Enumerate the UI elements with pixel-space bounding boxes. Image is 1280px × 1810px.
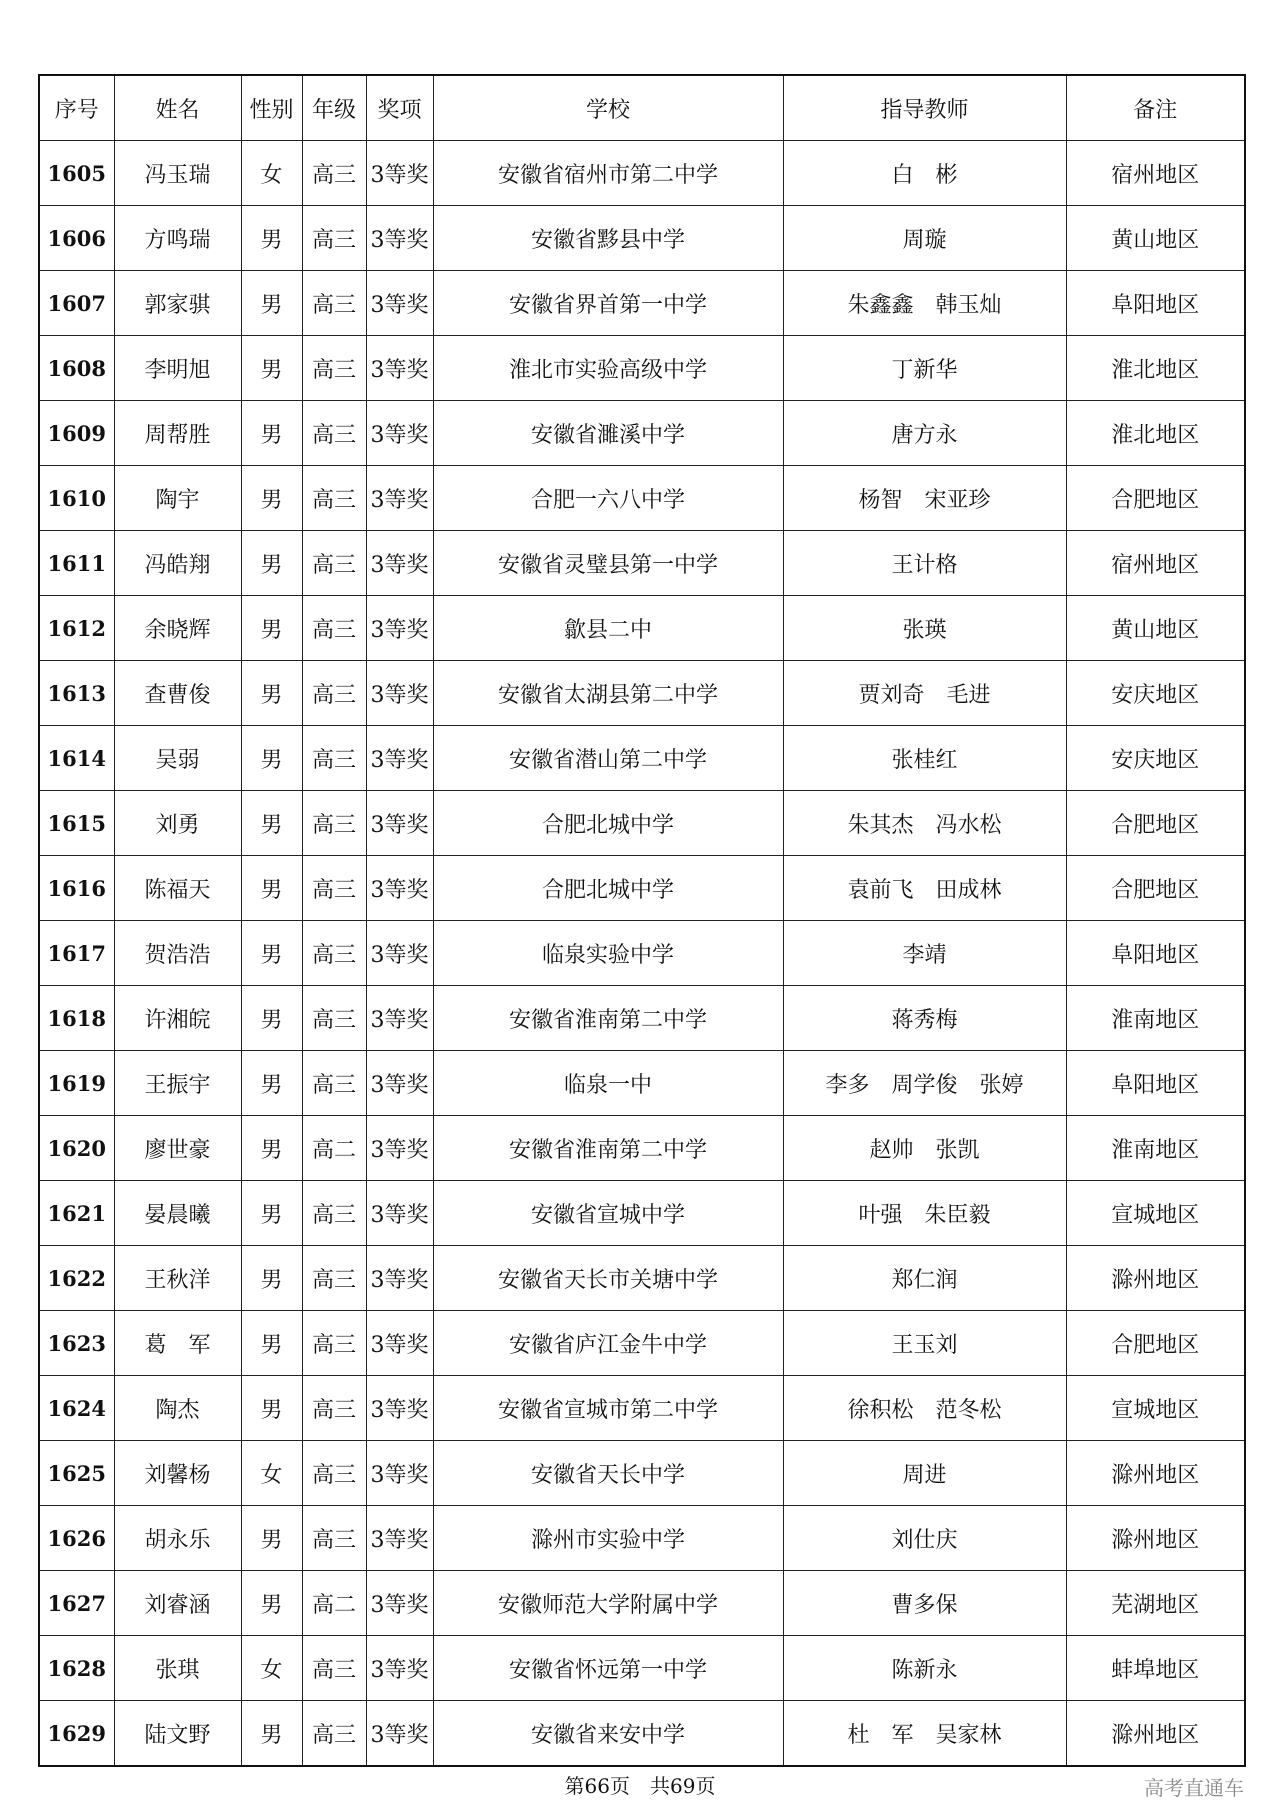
table-row [39,1571,1245,1636]
cell-name: 张琪 [114,1636,241,1701]
cell-grade: 高三 [302,206,366,271]
cell-grade: 高二 [302,1116,366,1181]
award-table [38,74,1246,1767]
cell-award: 3等奖 [366,1116,433,1181]
cell-id: 1629 [39,1701,114,1767]
cell-school: 安徽省宣城中学 [433,1181,783,1246]
header-region: 备注 [1066,75,1245,141]
table-row [39,1181,1245,1246]
cell-gender: 男 [241,206,302,271]
cell-region: 阜阳地区 [1066,921,1245,986]
table-row [39,726,1245,791]
cell-name: 廖世豪 [114,1116,241,1181]
cell-teacher: 贾刘奇 毛进 [783,661,1066,726]
cell-gender: 男 [241,1051,302,1116]
cell-id: 1620 [39,1116,114,1181]
table-row [39,856,1245,921]
cell-id: 1606 [39,206,114,271]
cell-school: 安徽省庐江金牛中学 [433,1311,783,1376]
cell-region: 淮南地区 [1066,986,1245,1051]
table-row [39,1246,1245,1311]
cell-name: 郭家骐 [114,271,241,336]
cell-region: 阜阳地区 [1066,1051,1245,1116]
cell-region: 宣城地区 [1066,1181,1245,1246]
cell-grade: 高三 [302,1506,366,1571]
cell-id: 1615 [39,791,114,856]
cell-award: 3等奖 [366,466,433,531]
header-name: 姓名 [114,75,241,141]
cell-teacher: 蒋秀梅 [783,986,1066,1051]
cell-school: 临泉实验中学 [433,921,783,986]
cell-award: 3等奖 [366,336,433,401]
cell-name: 陶杰 [114,1376,241,1441]
cell-region: 淮北地区 [1066,336,1245,401]
cell-teacher: 叶强 朱臣毅 [783,1181,1066,1246]
cell-region: 合肥地区 [1066,1311,1245,1376]
cell-region: 淮北地区 [1066,401,1245,466]
header-award: 奖项 [366,75,433,141]
cell-school: 安徽省太湖县第二中学 [433,661,783,726]
cell-name: 方鸣瑞 [114,206,241,271]
cell-id: 1608 [39,336,114,401]
cell-name: 刘勇 [114,791,241,856]
header-school: 学校 [433,75,783,141]
table-row [39,466,1245,531]
cell-gender: 男 [241,1246,302,1311]
cell-gender: 女 [241,1441,302,1506]
cell-id: 1624 [39,1376,114,1441]
cell-award: 3等奖 [366,661,433,726]
cell-school: 滁州市实验中学 [433,1506,783,1571]
table-row [39,1116,1245,1181]
cell-award: 3等奖 [366,726,433,791]
cell-gender: 男 [241,336,302,401]
cell-school: 安徽省灵璧县第一中学 [433,531,783,596]
cell-name: 王秋洋 [114,1246,241,1311]
cell-region: 滁州地区 [1066,1246,1245,1311]
cell-region: 宿州地区 [1066,141,1245,206]
cell-award: 3等奖 [366,401,433,466]
cell-teacher: 唐方永 [783,401,1066,466]
table-row [39,336,1245,401]
table-row [39,1051,1245,1116]
cell-gender: 男 [241,1376,302,1441]
cell-teacher: 李多 周学俊 张婷 [783,1051,1066,1116]
cell-region: 黄山地区 [1066,206,1245,271]
cell-id: 1607 [39,271,114,336]
table-row [39,141,1245,206]
cell-region: 蚌埠地区 [1066,1636,1245,1701]
cell-id: 1627 [39,1571,114,1636]
cell-grade: 高三 [302,141,366,206]
cell-teacher: 张桂红 [783,726,1066,791]
cell-school: 歙县二中 [433,596,783,661]
header-row [39,75,1245,141]
cell-grade: 高三 [302,1181,366,1246]
cell-grade: 高三 [302,661,366,726]
cell-grade: 高三 [302,336,366,401]
table-row [39,1311,1245,1376]
cell-name: 刘睿涵 [114,1571,241,1636]
cell-gender: 男 [241,791,302,856]
cell-school: 安徽师范大学附属中学 [433,1571,783,1636]
cell-school: 安徽省宿州市第二中学 [433,141,783,206]
cell-gender: 男 [241,1701,302,1767]
cell-award: 3等奖 [366,1571,433,1636]
cell-name: 葛 军 [114,1311,241,1376]
cell-school: 合肥北城中学 [433,856,783,921]
cell-grade: 高三 [302,1246,366,1311]
cell-teacher: 陈新永 [783,1636,1066,1701]
cell-gender: 男 [241,661,302,726]
cell-grade: 高三 [302,271,366,336]
cell-id: 1617 [39,921,114,986]
cell-region: 芜湖地区 [1066,1571,1245,1636]
cell-teacher: 刘仕庆 [783,1506,1066,1571]
cell-grade: 高三 [302,856,366,921]
cell-gender: 男 [241,1181,302,1246]
cell-region: 合肥地区 [1066,791,1245,856]
cell-id: 1612 [39,596,114,661]
cell-award: 3等奖 [366,1181,433,1246]
cell-region: 合肥地区 [1066,466,1245,531]
table-row [39,1441,1245,1506]
cell-gender: 男 [241,1506,302,1571]
cell-grade: 高三 [302,921,366,986]
cell-region: 滁州地区 [1066,1506,1245,1571]
cell-award: 3等奖 [366,1311,433,1376]
cell-award: 3等奖 [366,1701,433,1767]
cell-school: 淮北市实验高级中学 [433,336,783,401]
cell-name: 陶宇 [114,466,241,531]
cell-region: 安庆地区 [1066,726,1245,791]
table-row [39,401,1245,466]
cell-gender: 男 [241,596,302,661]
cell-school: 安徽省濉溪中学 [433,401,783,466]
cell-id: 1613 [39,661,114,726]
cell-school: 合肥北城中学 [433,791,783,856]
cell-award: 3等奖 [366,1636,433,1701]
header-id: 序号 [39,75,114,141]
cell-school: 安徽省淮南第二中学 [433,986,783,1051]
cell-grade: 高三 [302,726,366,791]
cell-award: 3等奖 [366,791,433,856]
cell-grade: 高三 [302,1701,366,1767]
cell-gender: 男 [241,856,302,921]
cell-region: 合肥地区 [1066,856,1245,921]
cell-region: 滁州地区 [1066,1441,1245,1506]
cell-school: 安徽省潜山第二中学 [433,726,783,791]
cell-teacher: 杜 军 吴家林 [783,1701,1066,1767]
cell-award: 3等奖 [366,206,433,271]
table-row [39,271,1245,336]
watermark: 高考直通车 [1144,1776,1244,1800]
cell-grade: 高三 [302,791,366,856]
table-row [39,206,1245,271]
table-row [39,791,1245,856]
cell-grade: 高三 [302,1376,366,1441]
cell-gender: 男 [241,531,302,596]
cell-gender: 男 [241,1116,302,1181]
cell-award: 3等奖 [366,1441,433,1506]
cell-name: 余晓辉 [114,596,241,661]
cell-id: 1605 [39,141,114,206]
cell-region: 阜阳地区 [1066,271,1245,336]
table-row [39,1701,1245,1767]
cell-teacher: 白 彬 [783,141,1066,206]
table-row [39,1376,1245,1441]
table-row [39,596,1245,661]
cell-award: 3等奖 [366,986,433,1051]
cell-teacher: 朱其杰 冯水松 [783,791,1066,856]
cell-region: 宣城地区 [1066,1376,1245,1441]
cell-name: 冯皓翔 [114,531,241,596]
cell-school: 安徽省淮南第二中学 [433,1116,783,1181]
cell-id: 1611 [39,531,114,596]
cell-region: 滁州地区 [1066,1701,1245,1767]
cell-id: 1625 [39,1441,114,1506]
cell-school: 安徽省天长中学 [433,1441,783,1506]
cell-region: 安庆地区 [1066,661,1245,726]
cell-grade: 高二 [302,1571,366,1636]
cell-name: 李明旭 [114,336,241,401]
cell-name: 胡永乐 [114,1506,241,1571]
header-teacher: 指导教师 [783,75,1066,141]
table-row [39,661,1245,726]
cell-name: 查曹俊 [114,661,241,726]
cell-id: 1618 [39,986,114,1051]
cell-teacher: 王玉刘 [783,1311,1066,1376]
cell-name: 晏晨曦 [114,1181,241,1246]
table-row [39,921,1245,986]
cell-name: 冯玉瑞 [114,141,241,206]
cell-id: 1628 [39,1636,114,1701]
cell-teacher: 张瑛 [783,596,1066,661]
cell-teacher: 王计格 [783,531,1066,596]
cell-award: 3等奖 [366,1051,433,1116]
cell-grade: 高三 [302,1311,366,1376]
table-row [39,986,1245,1051]
cell-award: 3等奖 [366,1506,433,1571]
cell-school: 安徽省界首第一中学 [433,271,783,336]
cell-grade: 高三 [302,466,366,531]
cell-teacher: 周璇 [783,206,1066,271]
cell-teacher: 郑仁润 [783,1246,1066,1311]
cell-gender: 男 [241,1311,302,1376]
cell-id: 1619 [39,1051,114,1116]
cell-name: 陈福天 [114,856,241,921]
cell-award: 3等奖 [366,141,433,206]
cell-grade: 高三 [302,401,366,466]
cell-teacher: 周进 [783,1441,1066,1506]
cell-teacher: 袁前飞 田成林 [783,856,1066,921]
cell-school: 安徽省来安中学 [433,1701,783,1767]
cell-teacher: 杨智 宋亚珍 [783,466,1066,531]
cell-school: 临泉一中 [433,1051,783,1116]
cell-gender: 男 [241,986,302,1051]
cell-award: 3等奖 [366,531,433,596]
cell-award: 3等奖 [366,921,433,986]
cell-id: 1621 [39,1181,114,1246]
table-row [39,1636,1245,1701]
cell-gender: 男 [241,726,302,791]
cell-teacher: 曹多保 [783,1571,1066,1636]
cell-name: 陆文野 [114,1701,241,1767]
cell-gender: 男 [241,401,302,466]
cell-region: 淮南地区 [1066,1116,1245,1181]
cell-teacher: 李靖 [783,921,1066,986]
cell-teacher: 朱鑫鑫 韩玉灿 [783,271,1066,336]
cell-name: 吴弱 [114,726,241,791]
cell-award: 3等奖 [366,596,433,661]
cell-award: 3等奖 [366,1376,433,1441]
cell-grade: 高三 [302,1636,366,1701]
cell-grade: 高三 [302,986,366,1051]
cell-grade: 高三 [302,596,366,661]
cell-name: 刘馨杨 [114,1441,241,1506]
cell-name: 王振宇 [114,1051,241,1116]
cell-gender: 男 [241,921,302,986]
table-row [39,531,1245,596]
cell-grade: 高三 [302,1051,366,1116]
cell-id: 1616 [39,856,114,921]
cell-school: 安徽省天长市关塘中学 [433,1246,783,1311]
cell-region: 宿州地区 [1066,531,1245,596]
page-number: 第66页 共69页 [564,1774,716,1798]
cell-id: 1626 [39,1506,114,1571]
cell-name: 许湘皖 [114,986,241,1051]
cell-school: 安徽省怀远第一中学 [433,1636,783,1701]
cell-name: 周帮胜 [114,401,241,466]
cell-award: 3等奖 [366,856,433,921]
cell-gender: 男 [241,271,302,336]
header-grade: 年级 [302,75,366,141]
cell-grade: 高三 [302,531,366,596]
cell-id: 1614 [39,726,114,791]
cell-grade: 高三 [302,1441,366,1506]
cell-school: 合肥一六八中学 [433,466,783,531]
cell-gender: 女 [241,1636,302,1701]
header-gender: 性别 [241,75,302,141]
cell-award: 3等奖 [366,271,433,336]
cell-id: 1623 [39,1311,114,1376]
cell-name: 贺浩浩 [114,921,241,986]
table-row [39,1506,1245,1571]
cell-school: 安徽省黟县中学 [433,206,783,271]
cell-teacher: 丁新华 [783,336,1066,401]
cell-school: 安徽省宣城市第二中学 [433,1376,783,1441]
cell-gender: 男 [241,1571,302,1636]
cell-teacher: 徐积松 范冬松 [783,1376,1066,1441]
cell-id: 1609 [39,401,114,466]
cell-teacher: 赵帅 张凯 [783,1116,1066,1181]
table-body [39,141,1245,1767]
cell-id: 1622 [39,1246,114,1311]
cell-gender: 男 [241,466,302,531]
cell-region: 黄山地区 [1066,596,1245,661]
cell-gender: 女 [241,141,302,206]
cell-award: 3等奖 [366,1246,433,1311]
cell-id: 1610 [39,466,114,531]
